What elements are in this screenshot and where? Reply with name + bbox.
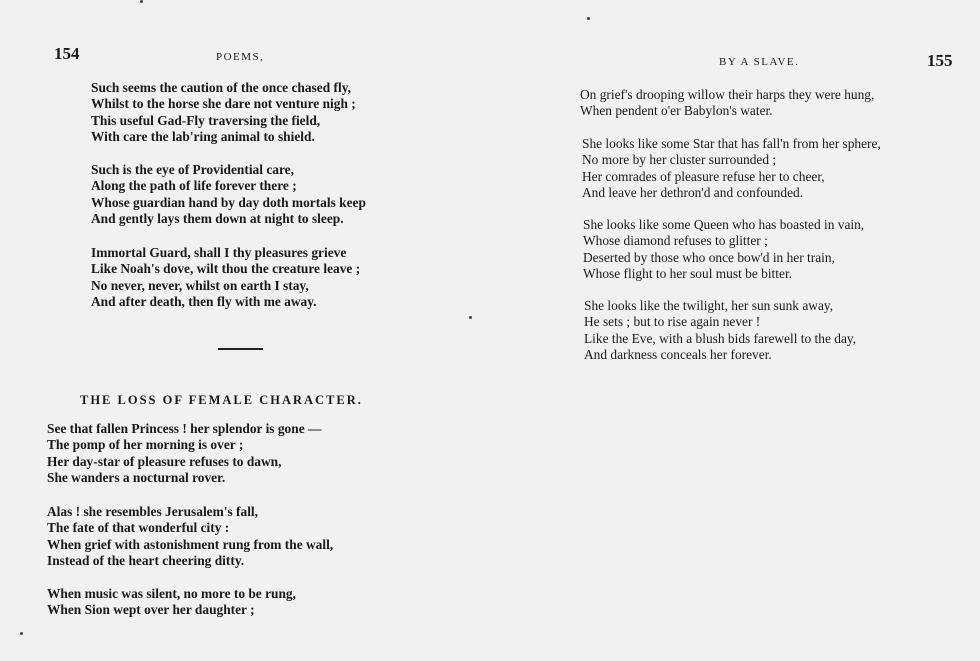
stanza (91, 245, 360, 310)
verse-line: She looks like some Star that has fall'n from her sphere, (582, 136, 881, 151)
stanza (47, 421, 321, 486)
stanza (47, 504, 333, 569)
verse-line: He sets ; but to rise again never ! (584, 314, 761, 330)
verse-line: When grief with astonishment rung from the wall, (47, 536, 334, 552)
right-page (490, 0, 980, 661)
verse-line: Her day-star of pleasure refuses to dawn, (47, 453, 282, 469)
section-rule (218, 348, 263, 350)
verse-line: And leave her dethron'd and confounded. (582, 184, 804, 200)
verse-line: Along the path of life forever there ; (91, 178, 297, 194)
verse-line: When music was silent, no more to be rung, (47, 586, 296, 601)
verse-line: When pendent o'er Babylon's water. (580, 103, 773, 119)
verse-line: Whose flight to her soul must be bitter. (583, 265, 793, 281)
stanza (580, 87, 874, 120)
ink-speck (469, 316, 472, 319)
stanza (583, 217, 864, 282)
verse-line: Whilst to the horse she dare not venture nigh ; (91, 96, 356, 112)
verse-line: Whose diamond refuses to glitter ; (583, 233, 768, 249)
ink-speck (587, 17, 590, 20)
verse-line: When Sion wept over her daughter ; (47, 602, 255, 618)
verse-line: See that fallen Princess ! her splendor is gone — (47, 421, 322, 436)
verse-line: With care the lab'ring animal to shield. (91, 128, 315, 144)
ink-speck (140, 0, 143, 3)
stanza (91, 80, 356, 145)
verse-line: And gently lays them down at night to sleep. (91, 210, 344, 226)
verse-line: And darkness conceals her forever. (584, 346, 772, 362)
verse-line: She looks like some Queen who has boasted in vain, (583, 217, 865, 232)
verse-line: On grief's drooping willow their harps they were hung, (580, 87, 875, 102)
ink-speck (20, 632, 23, 635)
stanza (91, 162, 366, 227)
verse-line: Instead of the heart cheering ditty. (47, 552, 245, 568)
verse-line: Her comrades of pleasure refuse her to cheer, (582, 168, 825, 184)
verse-line: Such seems the caution of the once chased fly, (91, 80, 351, 95)
verse-line: The pomp of her morning is over ; (47, 437, 244, 453)
verse-line: The fate of that wonderful city : (47, 520, 230, 536)
verse-line: No never, never, whilst on earth I stay, (91, 277, 309, 293)
running-head: BY A SLAVE. (719, 56, 800, 68)
verse-line: Immortal Guard, shall I thy pleasures grieve (91, 245, 347, 260)
verse-line: She wanders a nocturnal rover. (47, 469, 226, 485)
verse-line: Whose guardian hand by day doth mortals keep (91, 194, 366, 210)
verse-line: Like Noah's dove, wilt thou the creature leave ; (91, 261, 361, 277)
stanza (584, 298, 856, 363)
running-head: POEMS, (216, 51, 265, 63)
verse-line: Like the Eve, with a blush bids farewell to the day, (584, 330, 857, 346)
page-number: 155 (927, 51, 953, 70)
page-number: 154 (54, 44, 80, 63)
verse-line: Alas ! she resembles Jerusalem's fall, (47, 504, 259, 519)
verse-line: She looks like the twilight, her sun sunk away, (584, 298, 834, 313)
verse-line: And after death, then fly with me away. (91, 293, 317, 309)
poem-title: THE LOSS OF FEMALE CHARACTER. (80, 393, 363, 407)
verse-line: Deserted by those who once bow'd in her train, (583, 249, 835, 265)
stanza (582, 136, 881, 201)
stanza (47, 586, 296, 619)
verse-line: This useful Gad-Fly traversing the field, (91, 112, 321, 128)
verse-line: Such is the eye of Providential care, (91, 162, 294, 177)
verse-line: No more by her cluster surrounded ; (582, 152, 777, 168)
